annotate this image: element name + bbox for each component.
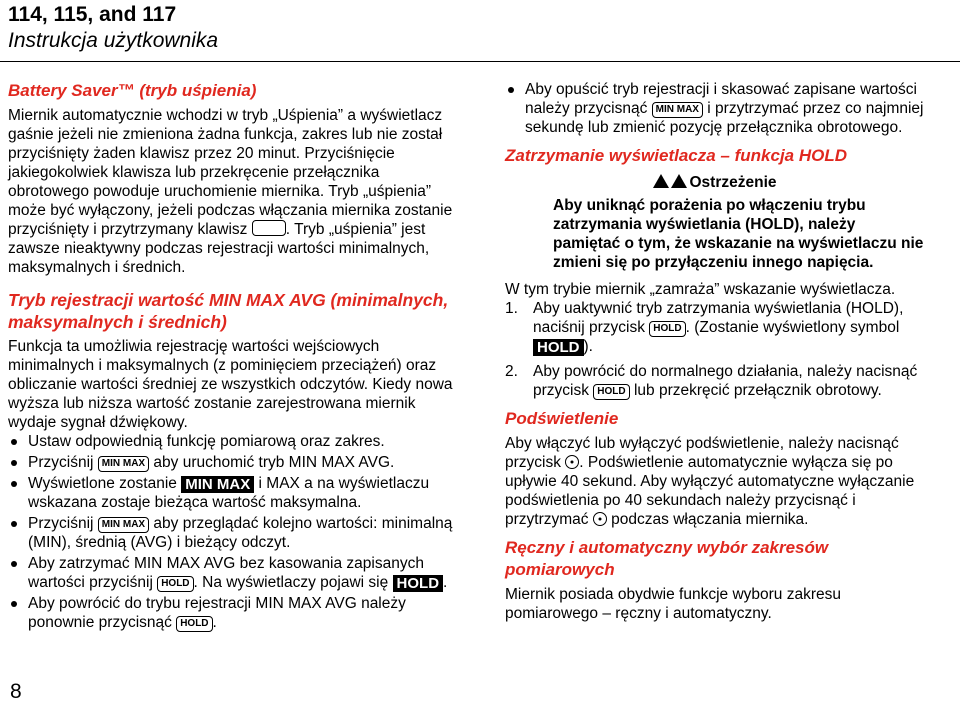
list-item [8,594,456,632]
right-column [505,80,925,623]
minmax-paragraph: Funkcja ta umożliwia rejestrację wartości wejściowych minimalnych i maksymalnych (z pominięciem przeciążeń) oraz obliczanie wartości średniej ze wszystkich odczytów. Kiedy nowa wyższa lub niższa wartość zostanie zarejestrowana miernik wydaje sygnał dźwiękowy. [8,338,453,431]
manual-title: Instrukcja użytkownika [8,29,219,52]
list-item-text: Aby powrócić do normalnego działania, należy nacisnąć przycisk [533,363,918,399]
backlight-text-3: podczas włączania miernika. [611,511,809,528]
page-header [8,2,218,54]
minmax-key-icon: MIN MAX [98,456,149,472]
list-item-text: i MAX a na wyświetlaczu wskazana zostaje bieżąca wartość maksymalna. [28,475,430,511]
hold-key-icon: HOLD [176,616,212,632]
warning-heading [505,173,925,192]
list-item [505,299,925,356]
backlight-heading: Podświetlenie [505,409,619,428]
hold-display-symbol: HOLD [533,339,584,356]
backlight-text-2: . Podświetlenie automatycznie wyłącza się po upływie 40 sekund. Aby wyłączyć automatyczne wyłączanie podświetlenia po 40 sekundach należy przycisnąć i przytrzymać [505,454,915,528]
list-item [505,362,925,400]
list-item-text: Wyświetlone zostanie [28,475,177,492]
page-number: 8 [10,680,22,703]
list-item-text: Aby uaktywnić tryb zatrzymania wyświetlania (HOLD), naciśnij przycisk [533,300,904,336]
list-item [8,514,456,552]
minmax-steps [8,432,456,632]
hold-heading: Zatrzymanie wyświetlacza – funkcja HOLD [505,146,848,165]
step-number: 1. [505,300,518,317]
step-number: 2. [505,363,518,380]
warning-label: Ostrzeżenie [689,174,777,191]
left-column [8,80,456,634]
list-item-text: Ustaw odpowiednią funkcję pomiarową oraz zakres. [28,433,385,450]
range-heading: Ręczny i automatyczny wybór zakresów pomiarowych [505,538,829,579]
list-item-text: . [212,614,217,631]
list-item [505,80,925,137]
backlight-icon [593,512,607,526]
list-item-text: Aby opuścić tryb rejestracji i skasować zapisane wartości należy przycisnąć [525,81,917,117]
hold-steps [505,299,925,400]
backlight-text-1: Aby włączyć lub wyłączyć podświetlenie, należy nacisnąć przycisk [505,435,899,471]
list-item-text: . [443,574,448,591]
list-item-text: Przyciśnij [28,454,94,471]
list-item [8,554,456,592]
list-item-text: ). [583,338,593,355]
warning-triangle-icon [653,174,669,188]
backlight-icon [565,455,579,469]
range-paragraph: Miernik posiada obydwie funkcje wyboru zakresu pomiarowego – ręczny i automatyczny. [505,586,841,622]
hold-key-icon: HOLD [649,321,685,337]
hold-key-icon: HOLD [157,576,193,592]
blank-key-icon [252,220,286,236]
hold-key-icon: HOLD [593,384,629,400]
list-item [8,453,456,472]
battery-saver-text-2: . Tryb „uśpienia” jest zawsze nieaktywny podczas rejestracji wartości minimalnych, maksymalnych i średnich. [8,221,430,276]
minmax-key-icon: MIN MAX [98,517,149,533]
warning-triangle-icon [671,174,687,188]
list-item-text: Aby powrócić do trybu rejestracji MIN MAX AVG należy ponownie przycisnąć [28,595,406,631]
hold-paragraph: W tym trybie miernik „zamraża” wskazanie wyświetlacza. [505,281,896,298]
list-item [8,474,456,512]
minmax-key-icon: MIN MAX [652,102,703,118]
list-item [8,432,456,451]
battery-saver-paragraph [8,106,456,277]
hold-display-symbol: HOLD [393,575,444,592]
list-item-text: aby uruchomić tryb MIN MAX AVG. [153,454,395,471]
list-item-text: lub przekręcić przełącznik obrotowy. [633,382,882,399]
list-item-text: Aby zatrzymać MIN MAX AVG bez kasowania zapisanych wartości przyciśnij [28,555,424,591]
battery-saver-text-1: Miernik automatycznie wchodzi w tryb „Uśpienia” a wyświetlacz gaśnie jeżeli nie zmieniona żadna funkcja, zakres lub nie został przyciśnięty żaden klawisz przez 20 minut. Przyciśnięcie jakiegokolwiek klawisza lub przekręcenie przełącznika obrotowego powoduje uruchomienie miernika. Tryb „uśpienia” może być wyłączony, jeżeli podczas włączania miernika zostanie przyciśnięty i przytrzymany klawisz [8,107,453,238]
list-item-text: . (Zostanie wyświetlony symbol [685,319,900,336]
list-item-text: i przytrzymać przez co najmniej sekundę lub zmienić pozycję przełącznika obrotowego. [525,100,924,136]
minmax-exit-list [505,80,925,137]
header-divider [0,61,960,62]
minmax-display-symbol: MIN MAX [181,476,254,493]
minmax-heading: Tryb rejestracji wartość MIN MAX AVG (minimalnych, maksymalnych i średnich) [8,290,449,332]
list-item-text: Przyciśnij [28,515,94,532]
list-item-text: aby przeglądać kolejno wartości: minimalną (MIN), średnią (AVG) i bieżący odczyt. [28,515,453,551]
backlight-paragraph [505,434,925,529]
list-item-text: . Na wyświetlaczy pojawi się [193,574,389,591]
battery-saver-heading: Battery Saver™ (tryb uśpienia) [8,81,257,100]
warning-text: Aby uniknąć porażenia po włączeniu trybu zatrzymania wyświetlania (HOLD), należy pamiętać o tym, że wskazanie na wyświetlaczu nie zmieni się po przyłączeniu innego napięcia. [553,197,924,271]
model-title: 114, 115, and 117 [8,3,177,26]
